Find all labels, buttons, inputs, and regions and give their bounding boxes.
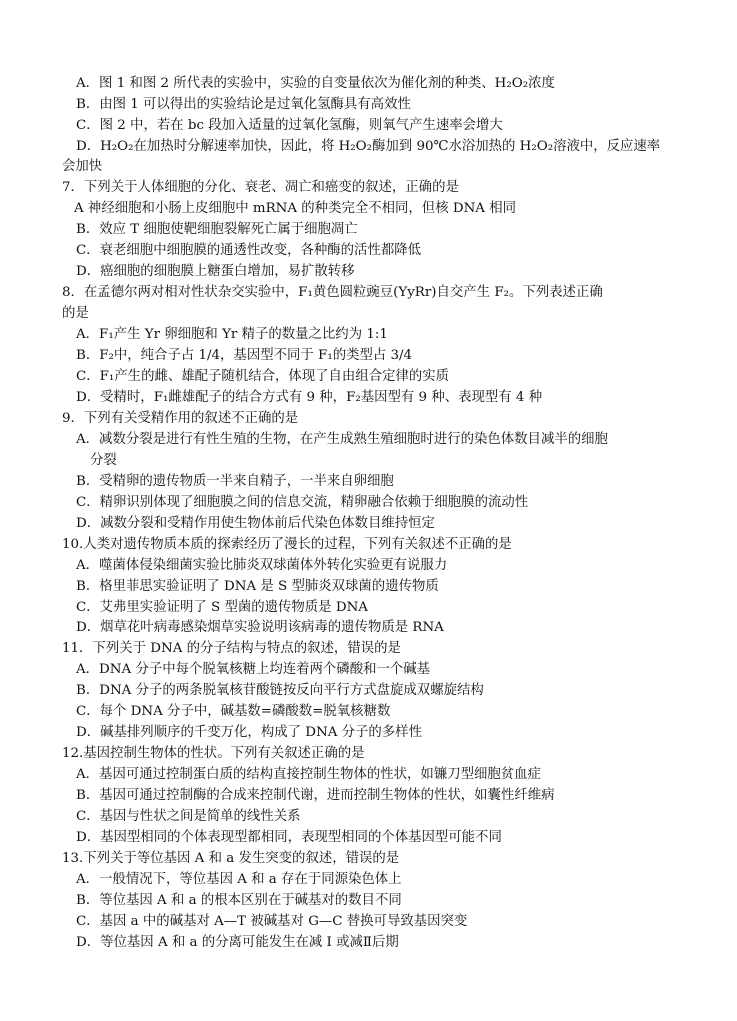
q9-option-a: A．减数分裂是进行有性生殖的生物，在产生成熟生殖细胞时进行的染色体数目减半的细胞	[76, 432, 608, 447]
q6-option-d: D．H₂O₂在加热时分解速率加快，因此，将 H₂O₂酶加到 90℃水浴加热的 H₂O₂溶液中，反应速率	[76, 139, 661, 154]
q7-option-c: C．衰老细胞中细胞膜的通透性改变，各种酶的活性都降低	[76, 243, 422, 258]
q7-option-a: A 神经细胞和小肠上皮细胞中 mRNA 的种类完全不相同，但核 DNA 相同	[74, 201, 517, 216]
q8-option-a: A．F₁产生 Yr 卵细胞和 Yr 精子的数量之比约为 1:1	[76, 327, 388, 342]
q11-option-c: C．每个 DNA 分子中，碱基数=磷酸数=脱氧核糖数	[76, 704, 391, 719]
q9-stem: 9．下列有关受精作用的叙述不正确的是	[62, 411, 299, 426]
q10-option-d: D．烟草花叶病毒感染烟草实验说明该病毒的遗传物质是 RNA	[76, 620, 444, 635]
q11-stem: 11．下列关于 DNA 的分子结构与特点的叙述，错误的是	[62, 641, 401, 656]
q13-option-a: A．一般情况下，等位基因 A 和 a 存在于同源染色体上	[76, 872, 402, 887]
q7-option-d: D．癌细胞的细胞膜上糖蛋白增加，易扩散转移	[76, 264, 355, 279]
q12-option-b: B．基因可通过控制酶的合成来控制代谢，进而控制生物体的性状，如囊性纤维病	[76, 788, 555, 803]
q8-option-c: C．F₁产生的雌、雄配子随机结合，体现了自由组合定律的实质	[76, 369, 450, 384]
q13-option-b: B．等位基因 A 和 a 的根本区别在于碱基对的数目不同	[76, 893, 402, 908]
q13-stem: 13.下列关于等位基因 A 和 a 发生突变的叙述，错误的是	[62, 851, 400, 866]
q12-option-a: A．基因可通过控制蛋白质的结构直接控制生物体的性状，如镰刀型细胞贫血症	[76, 767, 541, 782]
q13-option-c: C．基因 a 中的碱基对 A—T 被碱基对 G—C 替换可导致基因突变	[76, 914, 468, 929]
q11-option-d: D．碱基排列顺序的千变万化，构成了 DNA 分子的多样性	[76, 725, 422, 740]
q6-option-c: C．图 2 中，若在 bc 段加入适量的过氧化氢酶，则氧气产生速率会增大	[76, 118, 503, 133]
q6-option-d-continued: 会加快	[62, 159, 103, 174]
q9-option-c: C．精卵识别体现了细胞膜之间的信息交流，精卵融合依赖于细胞膜的流动性	[76, 495, 529, 510]
q6-option-b: B．由图 1 可以得出的实验结论是过氧化氢酶具有高效性	[76, 97, 411, 112]
q8-stem: 8．在孟德尔两对相对性状杂交实验中，F₁黄色圆粒豌豆(YyRr)自交产生 F₂。下列表述正确	[62, 285, 603, 300]
q10-option-c: C．艾弗里实验证明了 S 型菌的遗传物质是 DNA	[76, 600, 368, 615]
q9-option-a-continued: 分裂	[90, 453, 117, 468]
q7-option-b: B．效应 T 细胞使靶细胞裂解死亡属于细胞凋亡	[76, 222, 358, 237]
q11-option-b: B．DNA 分子的两条脱氧核苷酸链按反向平行方式盘旋成双螺旋结构	[76, 683, 484, 698]
q13-option-d: D．等位基因 A 和 a 的分离可能发生在减 I 或减Ⅱ后期	[76, 935, 399, 950]
q12-option-d: D．基因型相同的个体表现型都相同，表现型相同的个体基因型可能不同	[76, 830, 502, 845]
q7-stem: 7．下列关于人体细胞的分化、衰老、凋亡和癌变的叙述，正确的是	[62, 180, 459, 195]
q10-option-b: B．格里菲思实验证明了 DNA 是 S 型肺炎双球菌的遗传物质	[76, 579, 439, 594]
q11-option-a: A．DNA 分子中每个脱氧核糖上均连着两个磷酸和一个碱基	[76, 662, 431, 677]
q9-option-b: B．受精卵的遗传物质一半来自精子，一半来自卵细胞	[76, 474, 394, 489]
q9-option-d: D．减数分裂和受精作用使生物体前后代染色体数目维持恒定	[76, 516, 435, 531]
q8-option-b: B．F₂中，纯合子占 1/4，基因型不同于 F₁的类型占 3/4	[76, 348, 413, 363]
q8-stem-continued: 的是	[62, 306, 89, 321]
q12-option-c: C．基因与性状之间是简单的线性关系	[76, 809, 301, 824]
q6-option-a: A．图 1 和图 2 所代表的实验中，实验的自变量依次为催化剂的种类、H₂O₂浓度	[76, 76, 555, 91]
q10-option-a: A．噬菌体侵染细菌实验比肺炎双球菌体外转化实验更有说服力	[76, 558, 448, 573]
q10-stem: 10.人类对遗传物质本质的探索经历了漫长的过程，下列有关叙述不正确的是	[62, 537, 512, 552]
q8-option-d: D．受精时，F₁雌雄配子的结合方式有 9 种，F₂基因型有 9 种、表现型有 4 种	[76, 390, 543, 405]
q12-stem: 12.基因控制生物体的性状。下列有关叙述正确的是	[62, 746, 365, 761]
